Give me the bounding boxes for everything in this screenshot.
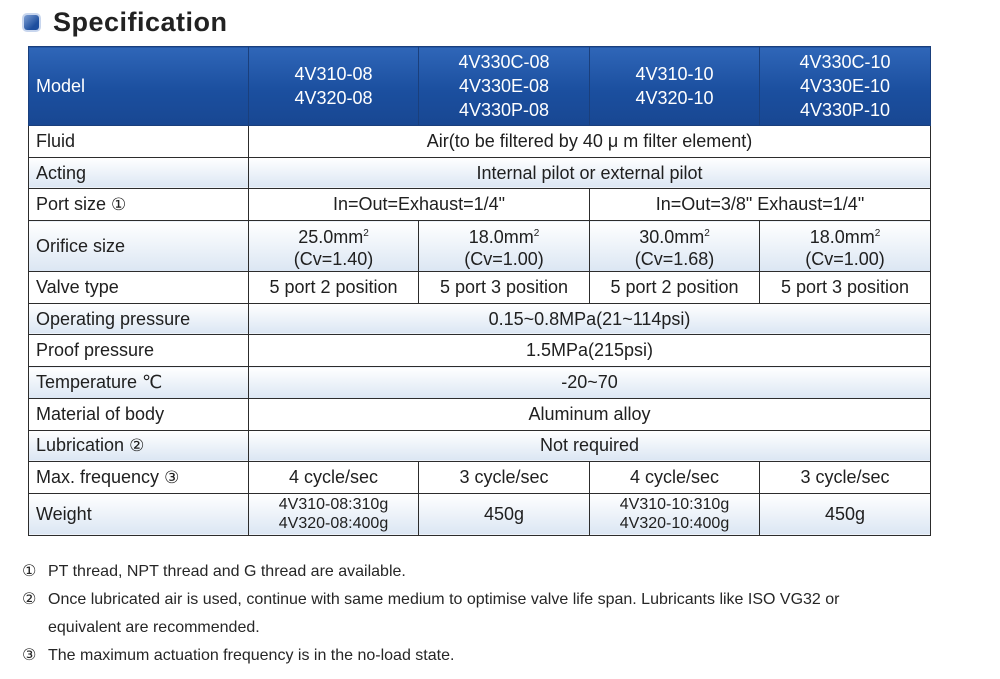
header-model-group-4	[760, 47, 931, 126]
row-label: Orifice size	[29, 221, 249, 272]
header-model-group-3	[590, 47, 760, 126]
frequency-value: 4 cycle/sec	[590, 462, 760, 494]
specification-table	[28, 46, 931, 536]
row-label: Fluid	[29, 126, 249, 158]
footnote-marker: ②	[22, 591, 37, 608]
row-proof-pressure	[29, 335, 931, 367]
row-label: Weight	[29, 493, 249, 535]
row-acting	[29, 157, 931, 189]
row-temperature	[29, 367, 931, 399]
model-name: 4V330P-10	[799, 100, 891, 120]
model-name: 4V330C-10	[799, 52, 891, 72]
weight-value: 4V310-10:310g 4V320-10:400g	[590, 493, 760, 535]
port-size-value-10: In=Out=3/8" Exhaust=1/4"	[590, 189, 931, 221]
row-label: Temperature ℃	[29, 367, 249, 399]
model-name: 4V320-10	[635, 88, 714, 108]
model-name: 4V330P-08	[458, 100, 550, 120]
orifice-value: $18.0mm^2$ (Cv=1.00)	[419, 221, 590, 272]
row-label: Valve type	[29, 272, 249, 304]
row-max-frequency	[29, 462, 931, 494]
footnote-2	[22, 586, 839, 614]
row-label: Proof pressure	[29, 335, 249, 367]
row-weight	[29, 493, 931, 535]
fluid-value: Air(to be filtered by 40 μ m filter element)	[249, 126, 931, 158]
note-2-marker: ②	[129, 436, 145, 456]
valve-type-value: 5 port 3 position	[419, 272, 590, 304]
temperature-value: -20~70	[249, 367, 931, 399]
page-title: Specification	[53, 6, 228, 37]
model-name: 4V330C-08	[458, 52, 550, 72]
footnote-marker: ③	[22, 647, 37, 664]
row-fluid	[29, 126, 931, 158]
row-valve-type	[29, 272, 931, 304]
row-port-size	[29, 189, 931, 221]
frequency-value: 3 cycle/sec	[760, 462, 931, 494]
orifice-value: $30.0mm^2$ (Cv=1.68)	[590, 221, 760, 272]
footnote-3	[22, 642, 839, 670]
port-size-value-08: In=Out=Exhaust=1/4"	[249, 189, 590, 221]
model-name: 4V310-10	[635, 64, 714, 84]
row-label: Max. frequency ③	[29, 462, 249, 494]
frequency-value: 3 cycle/sec	[419, 462, 590, 494]
row-label: Port size ①	[29, 189, 249, 221]
frequency-value: 4 cycle/sec	[249, 462, 419, 494]
footnote-marker: ①	[22, 563, 37, 580]
proof-pressure-value: 1.5MPa(215psi)	[249, 335, 931, 367]
row-label: Material of body	[29, 398, 249, 430]
footnote-text: PT thread, NPT thread and G thread are available.	[48, 563, 406, 580]
row-label: Lubrication ②	[29, 430, 249, 462]
header-model-group-1	[249, 47, 419, 126]
footnote-1	[22, 558, 839, 586]
section-heading	[24, 4, 228, 40]
footnote-text: Once lubricated air is used, continue with same medium to optimise valve life span. Lubricants like ISO VG32 or	[48, 591, 840, 608]
row-material-of-body	[29, 398, 931, 430]
model-name: 4V310-08	[294, 64, 373, 84]
valve-type-value: 5 port 2 position	[249, 272, 419, 304]
orifice-value: $25.0mm^2$ (Cv=1.40)	[249, 221, 419, 272]
row-lubrication	[29, 430, 931, 462]
lubrication-value: Not required	[249, 430, 931, 462]
footnote-2-continued: equivalent are recommended.	[48, 619, 260, 636]
valve-type-value: 5 port 2 position	[590, 272, 760, 304]
table-header-row	[29, 47, 931, 126]
note-3-marker: ③	[164, 468, 180, 488]
square-bullet-icon	[24, 15, 39, 30]
operating-pressure-value: 0.15~0.8MPa(21~114psi)	[249, 303, 931, 335]
model-name: 4V320-08	[294, 88, 373, 108]
model-name: 4V330E-10	[799, 76, 891, 96]
weight-value: 450g	[760, 493, 931, 535]
row-label: Acting	[29, 157, 249, 189]
acting-value: Internal pilot or external pilot	[249, 157, 931, 189]
model-name: 4V330E-08	[458, 76, 550, 96]
note-1-marker: ①	[111, 195, 127, 215]
row-label: Operating pressure	[29, 303, 249, 335]
orifice-value: $18.0mm^2$ (Cv=1.00)	[760, 221, 931, 272]
footnotes	[22, 558, 839, 670]
row-operating-pressure	[29, 303, 931, 335]
valve-type-value: 5 port 3 position	[760, 272, 931, 304]
header-model-label: Model	[29, 47, 249, 126]
footnote-text: The maximum actuation frequency is in the no-load state.	[48, 647, 455, 664]
row-orifice-size	[29, 221, 931, 272]
material-value: Aluminum alloy	[249, 398, 931, 430]
header-model-group-2	[419, 47, 590, 126]
weight-value: 450g	[419, 493, 590, 535]
weight-value: 4V310-08:310g 4V320-08:400g	[249, 493, 419, 535]
